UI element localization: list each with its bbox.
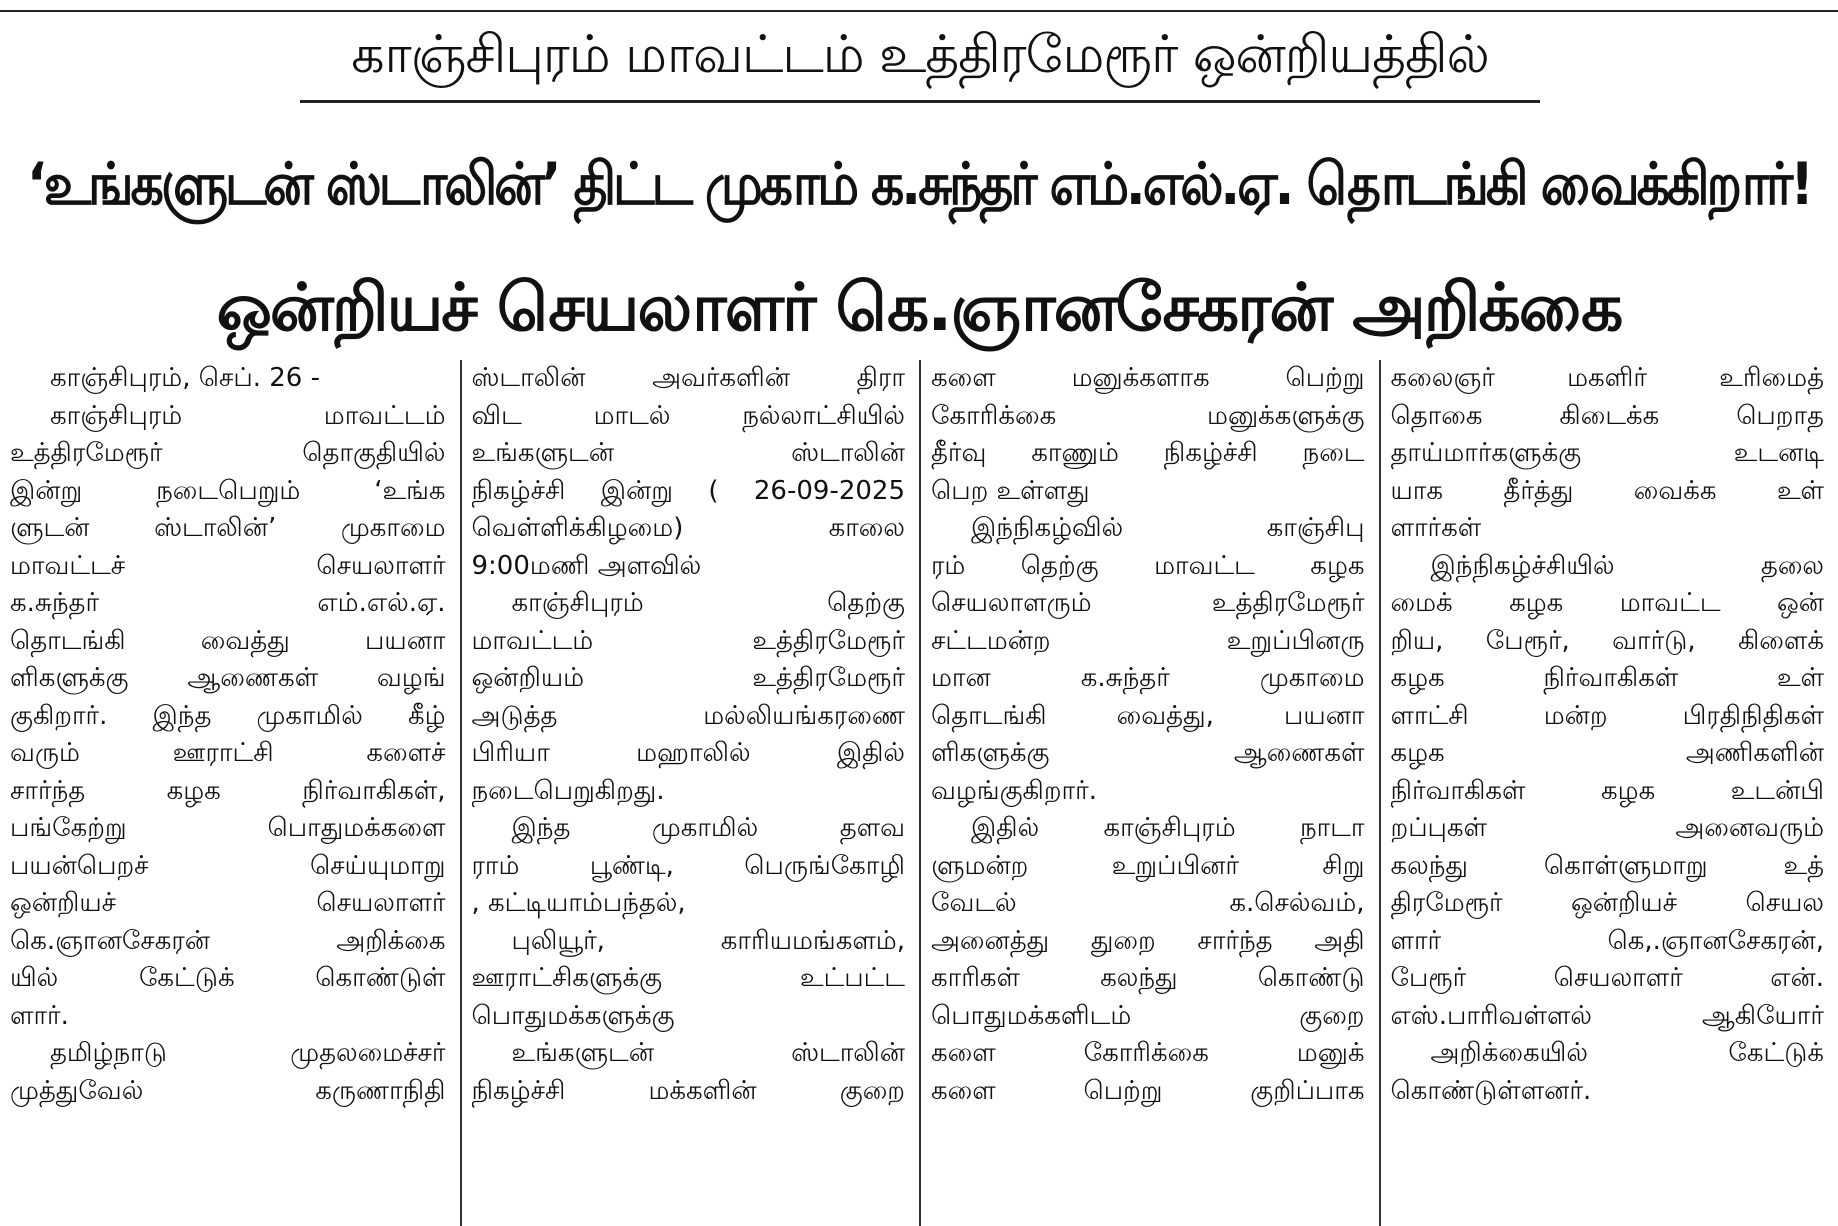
text-line: மைக் கழக மாவட்ட ஒன் (1390, 588, 1824, 618)
text-line: தாய்மார்களுக்கு உடனடி (1390, 438, 1824, 468)
text-line: கெ.ஞானசேகரன் அறிக்கை (10, 925, 446, 956)
text-line: குகிறார். இந்த முகாமில் கீழ் (10, 700, 446, 731)
text-line: இந்நிகழ்ச்சியில் தலை (1430, 550, 1824, 581)
text-line: ளிகளுக்கு ஆணைகள் (931, 738, 1365, 768)
text-line: பங்கேற்று பொதுமக்களை (10, 813, 446, 843)
text-line: மாவட்டச் செயலாளர் (10, 550, 446, 581)
text-line: , கட்டியாம்பந்தல், (471, 888, 686, 918)
text-line: கழக நிர்வாகிகள் உள் (1390, 663, 1824, 693)
text-line: இதில் காஞ்சிபுரம் நாடா (971, 813, 1365, 843)
text-line: பிரியா மஹாலில் இதில் (471, 738, 905, 768)
text-line: தீர்வு காணும் நிகழ்ச்சி நடை (931, 438, 1365, 468)
article-body (0, 360, 1838, 1226)
kicker-rule (300, 100, 1540, 103)
text-line: நிகழ்ச்சி மக்களின் குறை (471, 1075, 905, 1106)
text-line: பயன்பெறச் செய்யுமாறு (10, 850, 446, 881)
text-line: மான க.சுந்தர் முகாமை (931, 663, 1365, 693)
text-line: க.சுந்தர் எம்.எல்.ஏ. (10, 588, 446, 618)
text-line: இன்று நடைபெறும் ‘உங்க (10, 475, 446, 506)
text-line: உத்திரமேரூர் தொகுதியில் (10, 438, 446, 468)
text-line: காரிகள் கலந்து கொண்டு (931, 963, 1365, 993)
text-line: ளாட்சி மன்ற பிரதிநிதிகள் (1390, 700, 1824, 731)
text-line: திரமேரூர் ஒன்றியச் செயல (1390, 888, 1824, 918)
text-line: தொடங்கி வைத்து, பயனா (931, 700, 1365, 731)
text-line: பெற உள்ளது (931, 475, 1090, 506)
text-line: கலைஞர் மகளிர் உரிமைத் (1390, 363, 1824, 393)
text-line: வரும் ஊராட்சி களைச் (10, 738, 446, 768)
text-line: ளுடன் ஸ்டாலின்’ முகாமை (10, 513, 446, 543)
text-line: சார்ந்த கழக நிர்வாகிகள், (10, 775, 446, 806)
text-line: காஞ்சிபுரம், செப். 26 - (50, 363, 320, 393)
text-line: செயலாளரும் உத்திரமேரூர் (931, 588, 1365, 618)
text-line: பேரூர் செயலாளர் என். (1390, 963, 1824, 993)
text-line: கலந்து கொள்ளுமாறு உத் (1390, 850, 1824, 881)
kicker-headline: காஞ்சிபுரம் மாவட்டம் உத்திரமேரூர் ஒன்றியத்தில் (351, 25, 1489, 85)
text-line: ளிகளுக்கு ஆணைகள் வழங் (10, 663, 446, 693)
text-line: நிர்வாகிகள் கழக உடன்பி (1390, 775, 1824, 806)
article-column-4 (1379, 360, 1838, 1226)
main-headline: ‘உங்களுடன் ஸ்டாலின்’ திட்ட முகாம் க.சுந்தர் எம்.எல்.ஏ. தொடங்கி வைக்கிறார்! (27, 151, 1811, 219)
text-line: கொண்டுள்ளனர். (1390, 1075, 1592, 1106)
text-line: நிகழ்ச்சி இன்று ( 26-09-2025 (471, 475, 905, 506)
text-line: ஒன்றியச் செயலாளர் (10, 888, 446, 918)
text-line: வெள்ளிக்கிழமை) காலை (471, 513, 905, 543)
text-line: யில் கேட்டுக் கொண்டுள் (10, 963, 446, 993)
text-line: களை கோரிக்கை மனுக் (931, 1038, 1365, 1068)
text-line: றப்புகள் அனைவரும் (1390, 813, 1824, 843)
text-line: ராம் பூண்டி, பெருங்கோழி (471, 850, 905, 881)
text-line: பொதுமக்களிடம் குறை (931, 1000, 1365, 1031)
text-line: ளார்கள் (1390, 513, 1482, 543)
text-line: ரம் தெற்கு மாவட்ட கழக (931, 550, 1365, 581)
text-line: உங்களுடன் ஸ்டாலின் (511, 1038, 905, 1068)
text-line: நடைபெறுகிறது. (471, 775, 665, 806)
text-line: விட மாடல் நல்லாட்சியில் (471, 400, 905, 431)
text-line: வேடல் க.செல்வம், (931, 888, 1365, 918)
text-line: தொகை கிடைக்க பெறாத (1390, 400, 1824, 431)
text-line: களை மனுக்களாக பெற்று (931, 363, 1365, 393)
text-line: புலியூர், காரியமங்களம், (511, 925, 905, 956)
text-line: கழக அணிகளின் (1390, 738, 1824, 768)
text-line: இந்த முகாமில் தளவ (511, 813, 905, 843)
text-line: யாக தீர்த்து வைக்க உள் (1390, 475, 1824, 506)
text-line: வழங்குகிறார். (931, 775, 1097, 806)
text-line: 9:00மணி அளவில் (471, 550, 702, 581)
text-line: சட்டமன்ற உறுப்பினரு (931, 625, 1365, 656)
text-line: ஸ்டாலின் அவர்களின் திரா (471, 363, 905, 393)
text-line: உங்களுடன் ஸ்டாலின் (471, 438, 905, 468)
text-line: அறிக்கையில் கேட்டுக் (1430, 1038, 1824, 1068)
text-line: முத்துவேல் கருணாநிதி (10, 1075, 446, 1106)
text-line: றிய, பேரூர், வார்டு, கிளைக் (1390, 625, 1824, 656)
text-line: ளார். (10, 1000, 69, 1031)
article-column-3 (919, 360, 1379, 1226)
text-line: கோரிக்கை மனுக்களுக்கு (931, 400, 1365, 431)
text-line: அனைத்து துறை சார்ந்த அதி (931, 925, 1365, 956)
text-line: பொதுமக்களுக்கு (471, 1000, 675, 1031)
article-column-2 (460, 360, 920, 1226)
text-line: எஸ்.பாரிவள்ளல் ஆகியோர் (1390, 1000, 1824, 1031)
text-line: தொடங்கி வைத்து பயனா (10, 625, 446, 656)
text-line: அடுத்த மல்லியங்கரணை (471, 700, 905, 731)
text-line: ளுமன்ற உறுப்பினர் சிறு (931, 850, 1365, 881)
text-line: காஞ்சிபுரம் மாவட்டம் (50, 400, 446, 431)
text-line: களை பெற்று குறிப்பாக (931, 1075, 1365, 1106)
text-line: ஊராட்சிகளுக்கு உட்பட்ட (471, 963, 905, 993)
article-column-1 (0, 360, 460, 1226)
text-line: இந்நிகழ்வில் காஞ்சிபு (971, 513, 1365, 543)
text-line: மாவட்டம் உத்திரமேரூர் (471, 625, 905, 656)
top-rule (0, 0, 1838, 12)
text-line: ளார் கெ,.ஞானசேகரன், (1390, 925, 1824, 956)
text-line: காஞ்சிபுரம் தெற்கு (511, 588, 905, 618)
sub-headline: ஒன்றியச் செயலாளர் கெ.ஞானசேகரன் அறிக்கை (216, 269, 1622, 346)
text-line: தமிழ்நாடு முதலமைச்சர் (50, 1038, 446, 1068)
text-line: ஒன்றியம் உத்திரமேரூர் (471, 663, 905, 693)
